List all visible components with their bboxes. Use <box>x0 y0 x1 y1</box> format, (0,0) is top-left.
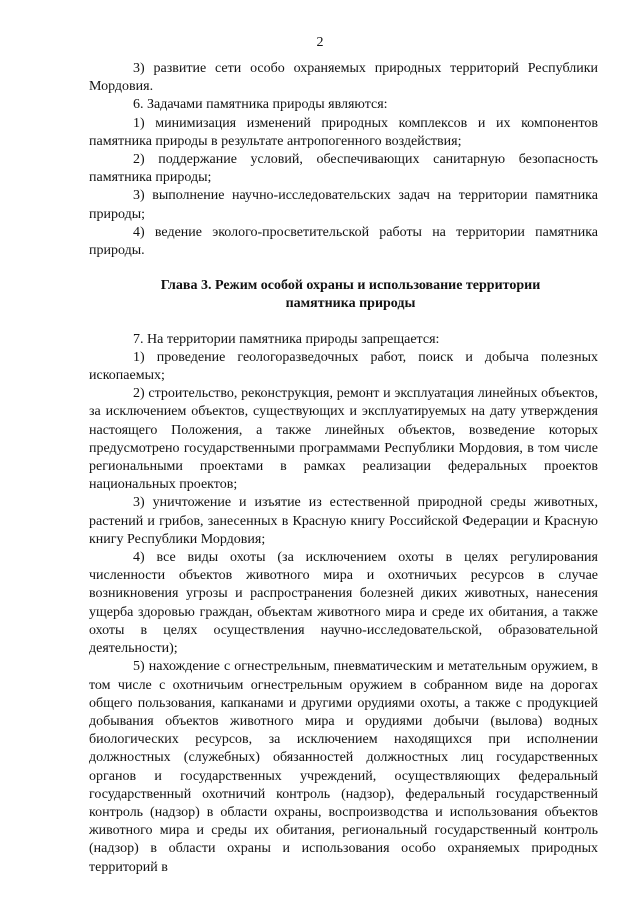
paragraph-prohibition-5: 5) нахождение с огнестрельным, пневматическим и метательным оружием, в том числе с охотничьим огнестрельным оружием в собранном виде на дорогах общего пользования, капканами и другими орудиями охоты, а также с продукцией добывания объектов животного мира и орудиями добычи (вылова) водных биологических ресурсов, за исключением находящихся при исполнении должностных (служебных) обязанностей должностных лиц государственных органов и государственных учреждений, осуществляющих федеральный государственный охотничий контроль (надзор), федеральный государственный контроль (надзор) в области охраны, воспроизводства и использования объектов животного мира и среды их обитания, региональный государственный контроль (надзор) в области охраны и использования особо охраняемых природных территорий в <box>89 659 598 875</box>
paragraph-task-4: 4) ведение эколого-просветительской работы на территории памятника природы. <box>89 224 598 259</box>
page-number: 2 <box>316 35 324 50</box>
document-body <box>89 60 598 877</box>
paragraph-prohibition-1: 1) проведение геологоразведочных работ, поиск и добыча полезных ископаемых; <box>89 349 598 384</box>
paragraph-tasks-heading: 6. Задачами памятника природы являются: <box>133 97 388 113</box>
paragraph-task-1: 1) минимизация изменений природных комплексов и их компонентов памятника природы в результате антропогенного воздействия; <box>89 115 598 149</box>
paragraph-task-3: 3) выполнение научно-исследовательских задач на территории памятника природы; <box>89 188 598 222</box>
spacer <box>89 314 598 331</box>
chapter-title: Глава 3. Режим особой охраны и использование территории памятника природы <box>160 278 541 312</box>
paragraph-prohibition-4: 4) все виды охоты (за исключением охоты в целях регулирования численности объектов животного мира и охотничьих ресурсов в случае возникновения угрозы и распространения болезней диких животных, нанесения ущерба здоровью граждан, объектам животного мира и среде их обитания, а также охоты в целях осуществления научно-исследовательской, образовательной деятельности); <box>89 550 598 657</box>
paragraph-task-2: 2) поддержание условий, обеспечивающих санитарную безопасность памятника природы; <box>89 152 598 186</box>
paragraph-prohibitions-heading: 7. На территории памятника природы запрещается: <box>133 331 440 347</box>
paragraph-prohibition-2: 2) строительство, реконструкция, ремонт и эксплуатация линейных объектов, за исключением объектов, существующих и эксплуатируемых на дату утверждения настоящего Положения, а также линейных объектов, возведение которых предусмотрено государственными программами Республики Мордовия, в том числе региональными проектами в рамках реализации федеральных проектов национальных проектов; <box>89 386 598 493</box>
paragraph-goal-3: 3) развитие сети особо охраняемых природных территорий Республики Мордовия. <box>89 61 598 95</box>
spacer <box>89 260 598 277</box>
paragraph-prohibition-3: 3) уничтожение и изъятие из естественной природной среды животных, растений и грибов, занесенных в Красную книгу Российской Федерации и Красную книгу Республики Мордовия; <box>89 495 598 547</box>
